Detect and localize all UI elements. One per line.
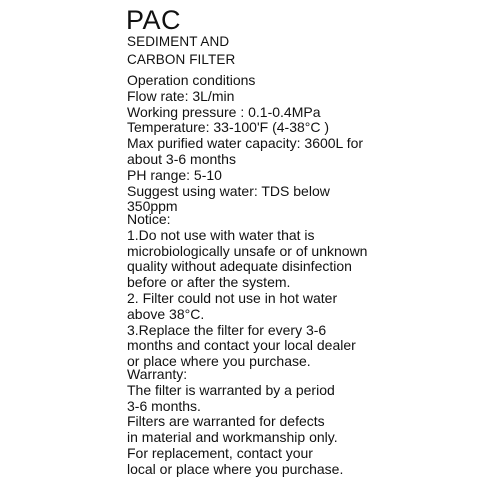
warranty-text: Warranty: The filter is warranted by a period 3-6 months. Filters are warranted for defects in material and workmanship only. For replacement, contact your local or place where you purchase.: [127, 366, 344, 477]
notice-text: Notice: 1.Do not use with water that is microbiologically unsafe or of unknown quality without adequate disinfection before or after the system. 2. Filter could not use in hot water above 38°C. 3.Replace the filter for every 3-6 months and contact your local dealer or place where you purchase.: [127, 211, 368, 370]
brand-title: PAC: [126, 5, 182, 35]
product-subtitle-line-1: SEDIMENT AND: [127, 34, 230, 49]
product-subtitle-line-2: CARBON FILTER: [127, 52, 236, 67]
operation-conditions-text: Operation conditions Flow rate: 3L/min Working pressure : 0.1-0.4MPa Temperature: 33-100'F (4-38°C ) Max purified water capacity: 3600L for about 3-6 months PH range: 5-10 Suggest using water: TDS below 350ppm: [127, 72, 364, 215]
